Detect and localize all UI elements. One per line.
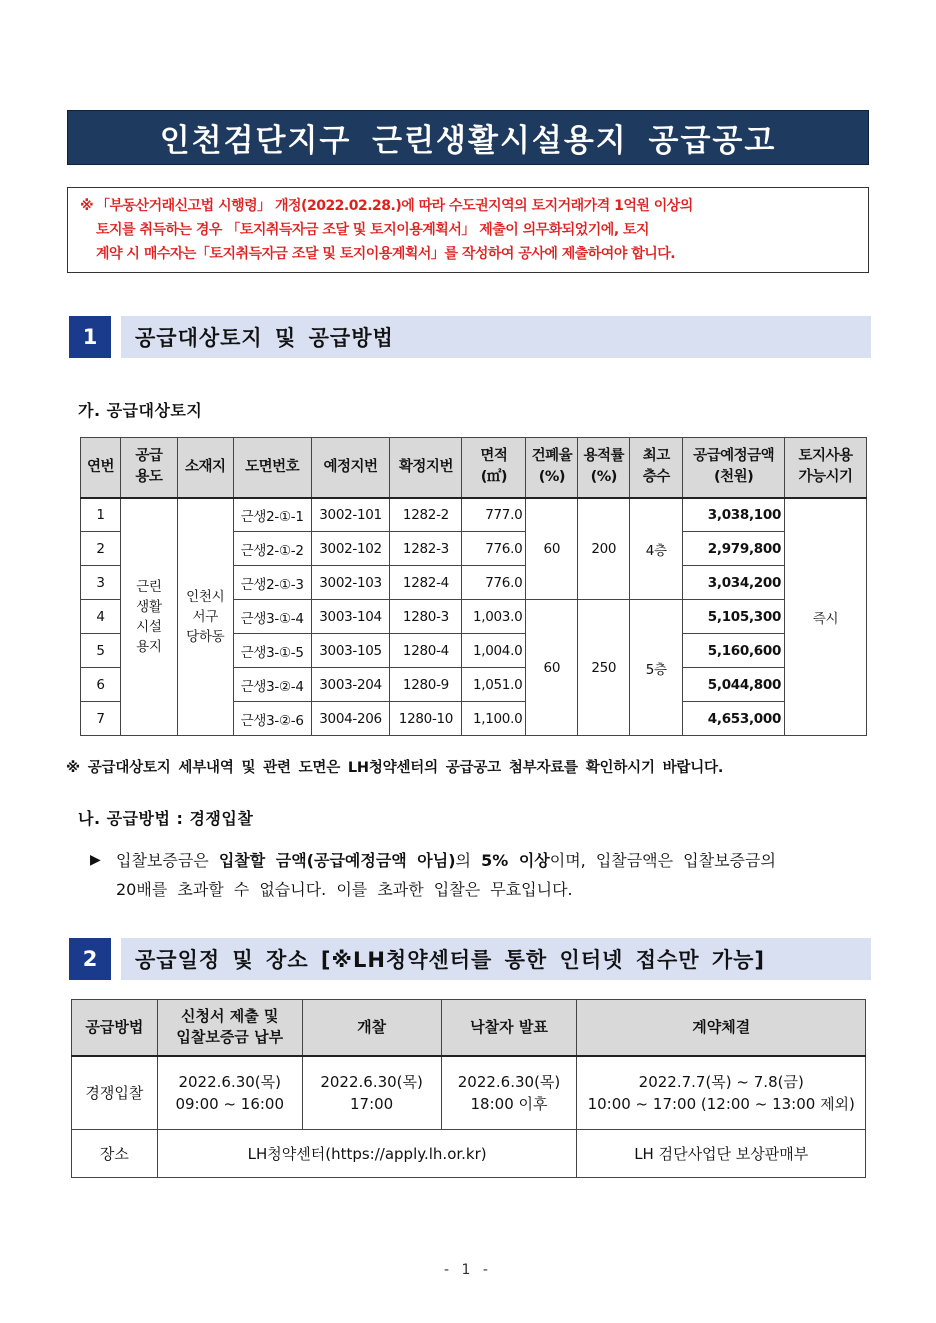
place-contract: LH 검단사업단 보상판매부 xyxy=(577,1130,866,1178)
confirmed-lot: 1280-4 xyxy=(390,634,462,668)
col-header: 확정지번 xyxy=(390,438,462,498)
row-no: 3 xyxy=(81,566,121,600)
section-2-header xyxy=(69,938,871,980)
col-header: 신청서 제출 및 입찰보증금 납부 xyxy=(157,1000,302,1056)
col-header: 연번 xyxy=(81,438,121,498)
area: 776.0 xyxy=(462,566,526,600)
row-no: 5 xyxy=(81,634,121,668)
schedule-table xyxy=(71,999,866,1178)
method-cell: 경쟁입찰 xyxy=(72,1056,158,1130)
price: 3,034,200 xyxy=(683,566,785,600)
price: 4,653,000 xyxy=(683,702,785,736)
notice-line: 토지를 취득하는 경우 「토지취득자금 조달 및 토지이용계획서」 제출이 의무화되었기에, 토지 xyxy=(96,222,650,238)
col-header: 개찰 xyxy=(302,1000,441,1056)
row-no: 6 xyxy=(81,668,121,702)
confirmed-lot: 1280-10 xyxy=(390,702,462,736)
section-number: 2 xyxy=(69,938,111,980)
drawing-no: 근생2-①-1 xyxy=(233,498,311,532)
price: 2,979,800 xyxy=(683,532,785,566)
method-text: 의 xyxy=(455,851,482,870)
section-title: 공급대상토지 및 공급방법 xyxy=(121,316,871,358)
drawing-no: 근생3-①-4 xyxy=(233,600,311,634)
contract-period: 2022.7.7(목) ~ 7.8(금) 10:00 ~ 17:00 (12:00 ~ 13:00 제외) xyxy=(577,1056,866,1130)
supply-use: 근린 생활 시설 용지 xyxy=(120,498,177,736)
subheading-target-land: 가. 공급대상토지 xyxy=(78,401,203,420)
max-floors: 5층 xyxy=(630,600,683,736)
page-number: - 1 - xyxy=(444,1262,492,1278)
drawing-no: 근생2-①-3 xyxy=(233,566,311,600)
col-header: 최고 층수 xyxy=(630,438,683,498)
col-header: 공급예정금액 (천원) xyxy=(683,438,785,498)
planned-lot: 3002-101 xyxy=(311,498,390,532)
planned-lot: 3004-206 xyxy=(311,702,390,736)
area: 1,051.0 xyxy=(462,668,526,702)
price: 3,038,100 xyxy=(683,498,785,532)
row-no: 1 xyxy=(81,498,121,532)
bcr: 60 xyxy=(526,600,578,736)
price: 5,105,300 xyxy=(683,600,785,634)
far: 200 xyxy=(578,498,630,600)
price: 5,044,800 xyxy=(683,668,785,702)
method-line-1 xyxy=(116,846,870,875)
subheading-supply-method: 나. 공급방법 : 경쟁입찰 xyxy=(78,809,254,828)
col-header: 공급방법 xyxy=(72,1000,158,1056)
col-header: 낙찰자 발표 xyxy=(441,1000,577,1056)
drawing-no: 근생2-①-2 xyxy=(233,532,311,566)
col-header: 건폐율 (%) xyxy=(526,438,578,498)
planned-lot: 3002-102 xyxy=(311,532,390,566)
confirmed-lot: 1280-3 xyxy=(390,600,462,634)
triangle-bullet-icon: ▶ xyxy=(90,852,101,868)
col-header: 도면번호 xyxy=(233,438,311,498)
area: 1,100.0 xyxy=(462,702,526,736)
row-no: 4 xyxy=(81,600,121,634)
place-label: 장소 xyxy=(72,1130,158,1178)
far: 250 xyxy=(578,600,630,736)
notice-line: 「부동산거래신고법 시행령」 개정(2022.02.28.)에 따라 수도권지역의 토지거래가격 1억원 이상의 xyxy=(96,198,693,214)
area: 777.0 xyxy=(462,498,526,532)
section-1-header xyxy=(69,316,871,358)
available-time: 즉시 xyxy=(785,498,867,736)
area: 1,003.0 xyxy=(462,600,526,634)
planned-lot: 3003-105 xyxy=(311,634,390,668)
page-title: 인천검단지구 근린생활시설용지 공급공고 xyxy=(67,110,869,165)
planned-lot: 3003-104 xyxy=(311,600,390,634)
max-floors: 4층 xyxy=(630,498,683,600)
drawing-no: 근생3-②-6 xyxy=(233,702,311,736)
location: 인천시 서구 당하동 xyxy=(177,498,233,736)
drawing-no: 근생3-②-4 xyxy=(233,668,311,702)
notice-line: 계약 시 매수자는「토지취득자금 조달 및 토지이용계획서」를 작성하여 공사에 제출하여야 합니다. xyxy=(96,246,676,262)
place-online: LH청약센터(https://apply.lh.or.kr) xyxy=(157,1130,577,1178)
col-header: 공급 용도 xyxy=(120,438,177,498)
col-header: 예정지번 xyxy=(311,438,390,498)
price: 5,160,600 xyxy=(683,634,785,668)
confirmed-lot: 1280-9 xyxy=(390,668,462,702)
confirmed-lot: 1282-3 xyxy=(390,532,462,566)
planned-lot: 3003-204 xyxy=(311,668,390,702)
col-header: 토지사용 가능시기 xyxy=(785,438,867,498)
drawing-no: 근생3-①-5 xyxy=(233,634,311,668)
row-no: 2 xyxy=(81,532,121,566)
method-text: 입찰보증금은 xyxy=(116,851,219,870)
method-line-2: 20배를 초과할 수 없습니다. 이를 초과한 입찰은 무효입니다. xyxy=(116,880,573,899)
col-header: 계약체결 xyxy=(577,1000,866,1056)
section-number: 1 xyxy=(69,316,111,358)
section-title: 공급일정 및 장소 [※LH청약센터를 통한 인터넷 접수만 가능] xyxy=(121,938,871,980)
col-header: 면적 (㎡) xyxy=(462,438,526,498)
application-period: 2022.6.30(목) 09:00 ~ 16:00 xyxy=(157,1056,302,1130)
notice-mark: ※ xyxy=(80,198,94,214)
bcr: 60 xyxy=(526,498,578,600)
bid-opening: 2022.6.30(목) 17:00 xyxy=(302,1056,441,1130)
col-header: 용적률 (%) xyxy=(578,438,630,498)
row-no: 7 xyxy=(81,702,121,736)
confirmed-lot: 1282-2 xyxy=(390,498,462,532)
area: 776.0 xyxy=(462,532,526,566)
col-header: 소재지 xyxy=(177,438,233,498)
notice-box xyxy=(67,187,869,273)
area: 1,004.0 xyxy=(462,634,526,668)
method-text: 이며, 입찰금액은 입찰보증금의 xyxy=(549,851,776,870)
winner-announcement: 2022.6.30(목) 18:00 이후 xyxy=(441,1056,577,1130)
land-table xyxy=(80,437,867,736)
method-bold-text: 5% 이상 xyxy=(481,851,550,870)
planned-lot: 3002-103 xyxy=(311,566,390,600)
confirmed-lot: 1282-4 xyxy=(390,566,462,600)
method-bold-text: 입찰할 금액(공급예정금액 아님) xyxy=(218,851,456,870)
method-paragraph xyxy=(90,846,870,904)
table-note: ※ 공급대상토지 세부내역 및 관련 도면은 LH청약센터의 공급공고 첨부자료를 확인하시기 바랍니다. xyxy=(66,760,724,776)
